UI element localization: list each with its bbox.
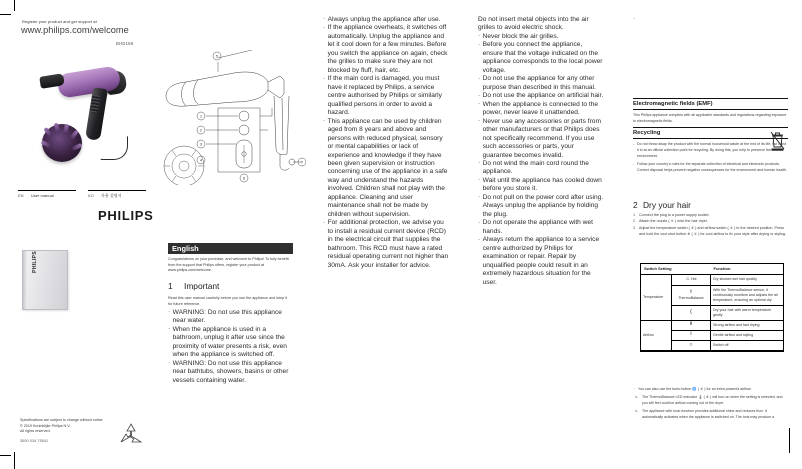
product-photo [32,62,150,172]
warning-bullet: · If the main cord is damaged, you must have it replaced by Philips, a service centre authorised by Philips or similarly qualified persons in order to avoid a hazard. [323,75,449,117]
booklet-spine [23,251,27,309]
warning-bullet: · WARNING: Do not use this appliance near water. [168,309,294,326]
step-text: Adjust the temperature switch ( ③ ) and airflow switch ( ④ ) to the desired position. Press and hold the cool shot button ❄ ( ① ) for cool airflow to fix your style after drying or styling. [639,225,786,236]
heading-dry-your-hair [633,200,788,210]
setting-cell [672,274,711,285]
function-cell: Switch off [711,341,784,351]
function-cell: Dry your hair with warm temperature gently [711,306,784,321]
group-label-temperature: Temperature [641,274,672,320]
document-code: 3000 034 75541 [20,439,49,444]
svg-text:2: 2 [199,127,203,133]
read-manual-note: Read this user manual carefully before you use the appliance and keep it for future reference. [168,296,288,306]
dry-hair-steps [633,213,788,238]
warning-bullet: · If the appliance overheats, it switches off automatically. Unplug the appliance and let it cool down for a few minutes. Before you switch the appliance on again, check the grilles to make sure they are not blocked by fluff, hair, etc. [323,24,449,75]
warning-bullet: · WARNING: Do not use this appliance near bathtubs, showers, basins or other vessels containing water. [168,360,294,385]
language-label-en: User manual [31,193,54,198]
crop-mark-right-bottom [789,428,790,453]
step-number: 3 [633,225,636,230]
register-prompt: Register your product and get support at [22,19,97,24]
diffuser-accessory [42,124,82,162]
svg-text:4: 4 [199,157,203,163]
warning-bullet: · Always return the appliance to a service centre authorized by Philips for examination or repair. Repair by unqualified people could result in an extremely hazardous situation for the user. [478,236,604,287]
warnings-column-3 [478,16,604,287]
footer-line-2: © 2019 Koninklijke Philips N.V. [20,423,71,428]
philips-wordmark: PHILIPS [98,208,154,223]
table-row [641,274,783,285]
airflow-strong-icon: Ⅱ [689,321,693,328]
step-item [633,226,788,238]
warning-bullet: · Do not use the appliance for any other purpose than described in this manual. [478,75,604,92]
recycling-text [633,142,788,173]
model-number: BHD188 [116,41,134,46]
switch-setting-table [640,263,784,352]
heading-important [168,281,292,291]
language-label-ko: 사용 설명서 [101,193,122,198]
warning-bullet: · Never use any accessories or parts from other manufacturers or that Philips does not specifically recommend. If you use such accessories or parts, your guarantee becomes invalid. [478,118,604,160]
warning-bullet: · Do not operate the appliance with wet hands. [478,219,604,236]
table-header-row [641,264,783,274]
heading-important-number: 1 [168,281,173,291]
language-code-en: EN [18,193,24,198]
setting-cell [672,341,711,351]
warnings-column-2 [323,16,449,270]
svg-text:6: 6 [242,175,246,181]
switch-off-icon: ○ [689,341,693,348]
step-item [633,219,788,225]
warning-bullet: · When the appliance is connected to the power, never leave it unattended. [478,101,604,118]
setting-label: ThermoBalance [678,296,704,301]
note-ionic: ↳ The appliance with ionic function provides additional shine and reduces frizz. It automatically activates when the appliance is switched on. The ions may produce a [633,409,788,421]
airflow-gentle-icon: Ⅰ [690,331,692,338]
step-number: 1 [633,213,636,217]
footer-line-3: All rights reserved. [20,429,51,434]
svg-text:5: 5 [215,53,219,59]
warning-bullet: · Do not use the appliance on artificial hair. [478,92,604,100]
language-cell-ko [88,190,146,199]
svg-text:3: 3 [199,141,203,147]
heading-important-title: Important [184,281,220,291]
table-row [641,320,783,330]
emf-section [633,98,788,125]
heading-dry-number: 2 [633,200,638,210]
function-cell: Strong airflow and fast drying [711,320,784,330]
note-thermobalance-led: ↳ The ThermoBalance LED indicator 🌡 ( ⑥ ) will turn on when the setting is selected, and you will feel cool/hot airflow coming out of the dryer. [633,395,788,407]
dry-hair-notes [633,387,788,423]
hot-icon: ♨ [685,276,690,283]
warning-bullet: · When the appliance is used in a bathroom, unplug it after use since the proximity of water presents a risk, even when the appliance is switched off. [168,326,294,360]
cover-footer [20,418,103,445]
heading-dry-title: Dry your hair [643,200,691,210]
footer-line-1: Specifications are subject to change without notice [20,418,103,422]
step-text: Attach the nozzle ( ⑤ ) onto the hair dryer. [639,219,708,224]
emf-text: This Philips appliance complies with all applicable standards and regulations regarding exposure to electromagnetic fields. [633,113,787,123]
recycling-heading: Recycling [633,127,788,139]
warning-bullet: · Before you connect the appliance, ensure that the voltage indicated on the appliance corresponds to the local power voltage. [478,41,604,75]
language-code-ko: KO [88,193,94,198]
intro-paragraph: Congratulations on your purchase, and welcome to Philips! To fully benefit from the support that Philips offers, register your product at www.philips.com/welcome. [168,257,289,273]
warning-bullet: · Do not wind the main cord round the appliance. [478,160,604,177]
setting-cell [672,320,711,330]
setting-cell [672,286,711,306]
recycling-paragraph: - Do not throw away the product with the normal household waste at the end of its life, but hand it in at an official collection point for recycling. By doing this, you help to preserve the environment. [633,142,788,159]
thermobalance-icon: ⚕ [689,289,693,295]
warning-bullet: · Never block the air grilles. [478,33,604,41]
emf-heading: Electromagnetic fields (EMF) [633,98,788,110]
welcome-url: www.philips.com/welcome [21,25,129,35]
recycling-section [633,127,788,176]
function-cell: Gentle airflow and styling [711,330,784,340]
step-number: 2 [633,219,636,224]
booklet-thumbnail [22,250,68,310]
recycling-loop-icon [118,422,144,446]
warning-bullet: · This appliance can be used by children aged from 8 years and above and persons with reduced physical, sensory or mental capabilities or lack of experience and knowledge if they have been given supervision or instruction concerning use of the appliance in a safe way and understand the hazards involved. Children shall not play with the appliance. Cleaning and user maintenance shall not be made by children without supervision. [323,118,449,220]
group-label-airflow: Airflow [641,320,672,351]
warning-bullet: · Always unplug the appliance after use. [323,16,449,24]
dryer-cord [100,136,128,160]
setting-cell [672,330,711,340]
warning-bullet: · For additional protection, we advise you to install a residual current device (RCD) in the electrical circuit that supplies the bathroom. This RCD must have a rated residual operating current not higher than 30mA. Ask your installer for advice. [323,219,449,270]
svg-text:1: 1 [199,113,203,119]
setting-label: Hot [690,277,697,282]
warning-bullet: · Wait until the appliance has cooled down before you store it. [478,177,604,194]
table-header-function: Function [711,264,784,274]
svg-text:7: 7 [300,159,304,165]
table-header-switch-setting: Switch Setting [641,264,711,274]
function-cell: Dry shower-wet hair quickly [711,274,784,285]
setting-cell [672,306,711,321]
step-text: Connect the plug to a power supply socket. [639,213,710,217]
note-turbo: · You can also use the turbo button 🌀 ( ② ) for an extra powerful airflow. [633,387,788,393]
warning-bullet: · Do not pull on the power cord after using. Always unplug the appliance by holding the plug. [478,194,604,219]
exploded-line-drawing [156,50,306,185]
booklet-wordmark: PHILIPS [32,251,38,273]
language-cell-en [18,190,76,198]
warning-continuation: · Do not insert metal objects into the air grilles to avoid electric shock. [478,16,604,33]
recycling-paragraph: - Follow your country's rules for the separate collection of electrical and electronic products. Correct disposal helps prevent negative consequences for the environment and human health. [633,162,788,174]
section-heading-english: English [168,243,293,254]
warm-icon: ( [690,308,692,315]
step-item [633,213,788,219]
function-cell: With the ThermoBalance sensor, it continuously monitors and adjusts the air temperature, ensuring an optimal dry [711,286,784,306]
warnings-column-1 [168,309,294,385]
